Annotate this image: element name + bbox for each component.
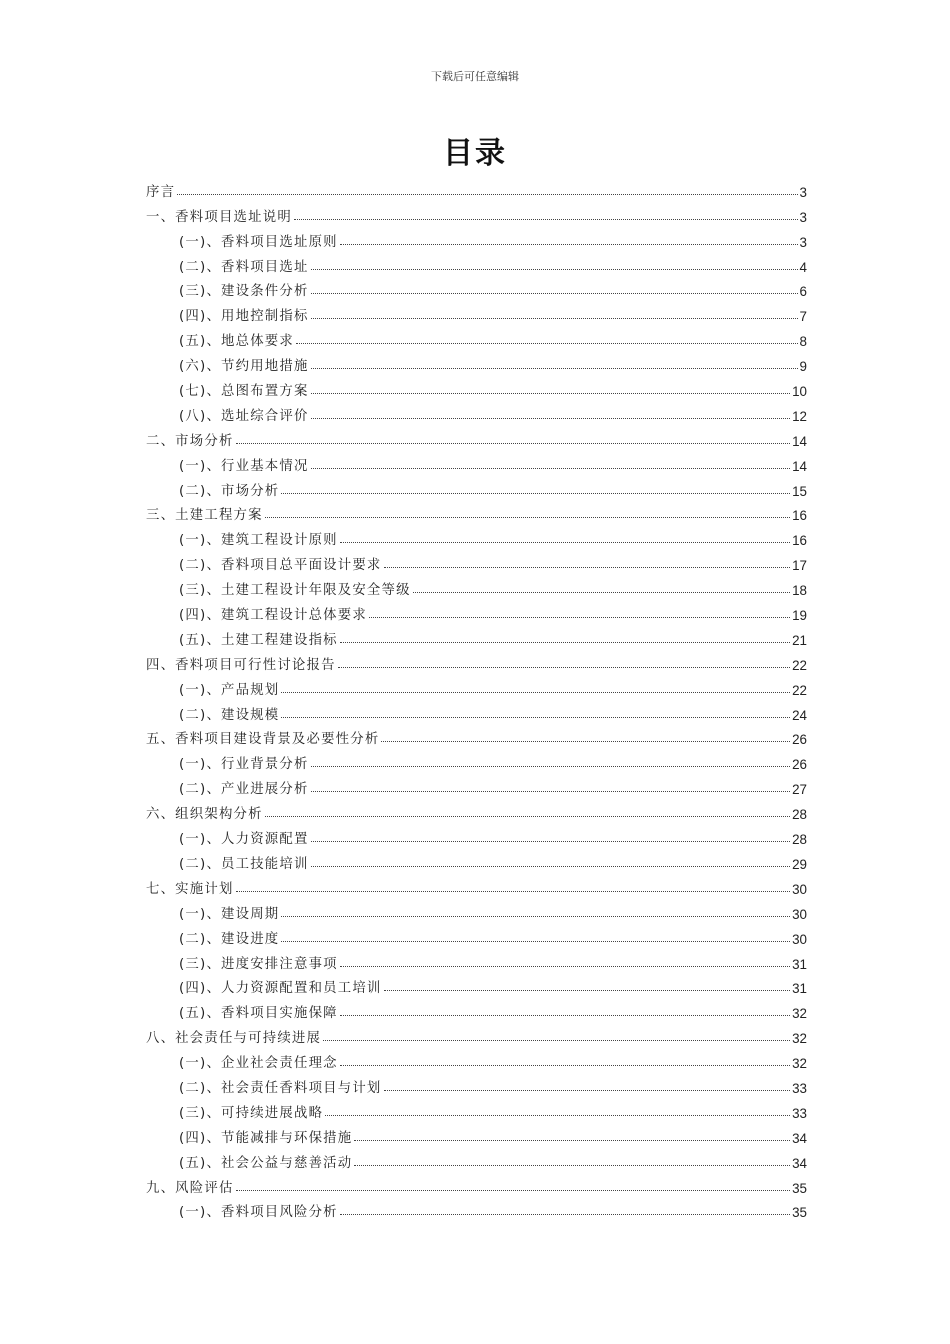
toc-entry-title: 三、土建工程方案	[146, 508, 263, 524]
toc-dot-leader	[311, 269, 798, 270]
toc-entry[interactable]	[146, 972, 807, 997]
toc-entry-page-number: 22	[792, 657, 807, 673]
toc-entry[interactable]	[146, 723, 807, 748]
toc-entry[interactable]	[146, 424, 807, 449]
toc-dot-leader	[236, 1190, 791, 1191]
toc-entry-title: (一)、行业背景分析	[179, 757, 309, 773]
toc-entry[interactable]	[146, 399, 807, 424]
toc-entry-title: (七)、总图布置方案	[179, 384, 309, 400]
toc-dot-leader	[311, 368, 798, 369]
toc-entry-page-number: 10	[792, 384, 807, 400]
toc-entry-title: (五)、社会公益与慈善活动	[179, 1155, 353, 1171]
toc-entry[interactable]	[146, 1146, 807, 1171]
table-of-contents	[146, 175, 807, 1220]
toc-dot-leader	[296, 343, 798, 344]
toc-entry-title: 序言	[146, 184, 176, 200]
toc-entry-title: (一)、行业基本情况	[179, 458, 309, 474]
toc-entry[interactable]	[146, 872, 807, 897]
toc-entry-page-number: 28	[792, 832, 807, 848]
toc-entry-page-number: 30	[792, 931, 807, 947]
toc-entry[interactable]	[146, 499, 807, 524]
toc-dot-leader	[265, 517, 790, 518]
toc-dot-leader	[381, 741, 790, 742]
toc-dot-leader	[265, 816, 790, 817]
toc-entry-page-number: 16	[792, 508, 807, 524]
toc-entry-title: (五)、土建工程建设指标	[179, 632, 338, 648]
toc-entry[interactable]	[146, 299, 807, 324]
toc-entry-title: (三)、可持续进展战略	[179, 1105, 324, 1121]
toc-entry-page-number: 21	[792, 632, 807, 648]
toc-entry-page-number: 34	[792, 1130, 807, 1146]
toc-dot-leader	[340, 1065, 790, 1066]
toc-entry-title: (四)、建筑工程设计总体要求	[179, 608, 367, 624]
toc-entry[interactable]	[146, 1071, 807, 1096]
toc-entry-page-number: 26	[792, 732, 807, 748]
toc-dot-leader	[177, 194, 797, 195]
toc-entry-page-number: 12	[792, 408, 807, 424]
toc-entry-page-number: 31	[792, 981, 807, 997]
toc-entry-title: (一)、建设周期	[179, 906, 280, 922]
toc-entry-page-number: 30	[792, 906, 807, 922]
toc-entry[interactable]	[146, 698, 807, 723]
toc-entry-page-number: 33	[792, 1105, 807, 1121]
toc-entry[interactable]	[146, 200, 807, 225]
toc-entry[interactable]	[146, 1096, 807, 1121]
toc-dot-leader	[281, 717, 790, 718]
toc-entry-page-number: 16	[792, 533, 807, 549]
toc-entry-page-number: 3	[799, 209, 807, 225]
toc-entry[interactable]	[146, 523, 807, 548]
toc-dot-leader	[236, 443, 791, 444]
toc-dot-leader	[340, 1015, 790, 1016]
toc-entry-title: 六、组织架构分析	[146, 807, 263, 823]
toc-entry-page-number: 6	[799, 284, 807, 300]
toc-dot-leader	[340, 244, 798, 245]
toc-dot-leader	[340, 966, 790, 967]
toc-dot-leader	[294, 219, 798, 220]
toc-entry[interactable]	[146, 897, 807, 922]
toc-dot-leader	[311, 293, 798, 294]
toc-entry-title: (二)、香料项目总平面设计要求	[179, 558, 382, 574]
toc-entry[interactable]	[146, 772, 807, 797]
toc-entry-title: 二、市场分析	[146, 433, 234, 449]
toc-entry-title: (八)、选址综合评价	[179, 408, 309, 424]
toc-entry-page-number: 15	[792, 483, 807, 499]
toc-entry-page-number: 3	[799, 184, 807, 200]
toc-entry-title: (一)、产品规划	[179, 682, 280, 698]
toc-entry-page-number: 3	[799, 234, 807, 250]
toc-entry-title: (一)、企业社会责任理念	[179, 1056, 338, 1072]
toc-entry[interactable]	[146, 449, 807, 474]
toc-entry[interactable]	[146, 1021, 807, 1046]
toc-entry-title: 五、香料项目建设背景及必要性分析	[146, 732, 380, 748]
toc-entry[interactable]	[146, 797, 807, 822]
toc-entry-page-number: 24	[792, 707, 807, 723]
toc-entry-page-number: 31	[792, 956, 807, 972]
toc-entry-title: (二)、社会责任香料项目与计划	[179, 1080, 382, 1096]
toc-entry-page-number: 35	[792, 1180, 807, 1196]
toc-entry[interactable]	[146, 250, 807, 275]
toc-dot-leader	[384, 990, 791, 991]
toc-entry[interactable]	[146, 548, 807, 573]
toc-entry-title: (三)、进度安排注意事项	[179, 956, 338, 972]
toc-entry[interactable]	[146, 374, 807, 399]
toc-entry-title: (四)、人力资源配置和员工培训	[179, 981, 382, 997]
toc-entry-page-number: 19	[792, 608, 807, 624]
toc-entry-page-number: 4	[799, 259, 807, 275]
toc-entry-title: (二)、建设规模	[179, 707, 280, 723]
toc-entry-page-number: 32	[792, 1031, 807, 1047]
toc-entry-page-number: 32	[792, 1056, 807, 1072]
toc-entry-page-number: 34	[792, 1155, 807, 1171]
toc-entry-page-number: 28	[792, 807, 807, 823]
toc-dot-leader	[369, 617, 790, 618]
toc-entry[interactable]	[146, 648, 807, 673]
toc-entry[interactable]	[146, 598, 807, 623]
toc-entry-page-number: 27	[792, 782, 807, 798]
toc-entry-title: (五)、香料项目实施保障	[179, 1006, 338, 1022]
toc-dot-leader	[311, 766, 791, 767]
toc-entry-title: 一、香料项目选址说明	[146, 209, 292, 225]
toc-entry[interactable]	[146, 474, 807, 499]
toc-entry[interactable]	[146, 996, 807, 1021]
toc-entry[interactable]	[146, 1196, 807, 1221]
toc-dot-leader	[340, 1214, 790, 1215]
toc-entry-title: (六)、节约用地措施	[179, 359, 309, 375]
toc-dot-leader	[236, 891, 791, 892]
toc-entry-page-number: 14	[792, 458, 807, 474]
toc-dot-leader	[311, 468, 791, 469]
toc-dot-leader	[311, 841, 791, 842]
toc-entry[interactable]	[146, 623, 807, 648]
toc-entry-title: (三)、建设条件分析	[179, 284, 309, 300]
toc-entry-page-number: 22	[792, 682, 807, 698]
toc-entry-title: 四、香料项目可行性讨论报告	[146, 657, 336, 673]
toc-dot-leader	[384, 567, 791, 568]
toc-entry-title: (四)、用地控制指标	[179, 309, 309, 325]
toc-dot-leader	[311, 318, 798, 319]
toc-entry-title: (二)、市场分析	[179, 483, 280, 499]
toc-entry-title: (三)、土建工程设计年限及安全等级	[179, 583, 411, 599]
toc-dot-leader	[354, 1140, 790, 1141]
toc-dot-leader	[413, 592, 790, 593]
toc-dot-leader	[340, 542, 790, 543]
page-header: 下载后可任意编辑	[431, 70, 519, 83]
toc-dot-leader	[338, 667, 790, 668]
toc-entry-title: (二)、建设进度	[179, 931, 280, 947]
toc-dot-leader	[311, 393, 791, 394]
toc-dot-leader	[281, 916, 790, 917]
toc-entry-title: (一)、香料项目选址原则	[179, 234, 338, 250]
toc-dot-leader	[384, 1090, 791, 1091]
toc-entry-title: 八、社会责任与可持续进展	[146, 1031, 322, 1047]
toc-entry[interactable]	[146, 275, 807, 300]
toc-dot-leader	[323, 1040, 790, 1041]
toc-entry-title: (一)、建筑工程设计原则	[179, 533, 338, 549]
toc-entry[interactable]	[146, 225, 807, 250]
toc-entry-title: (二)、产业进展分析	[179, 782, 309, 798]
toc-entry[interactable]	[146, 847, 807, 872]
toc-entry-page-number: 35	[792, 1205, 807, 1221]
toc-entry-title: (五)、地总体要求	[179, 334, 294, 350]
toc-dot-leader	[281, 941, 790, 942]
toc-entry-title: (二)、香料项目选址	[179, 259, 309, 275]
toc-entry[interactable]	[146, 1171, 807, 1196]
toc-entry-title: 七、实施计划	[146, 881, 234, 897]
toc-dot-leader	[354, 1165, 790, 1166]
toc-entry-title: 九、风险评估	[146, 1180, 234, 1196]
toc-entry[interactable]	[146, 1046, 807, 1071]
toc-entry[interactable]	[146, 947, 807, 972]
toc-entry[interactable]	[146, 1121, 807, 1146]
toc-entry-page-number: 9	[799, 359, 807, 375]
toc-entry-page-number: 17	[792, 558, 807, 574]
page-title: 目录	[443, 136, 507, 171]
toc-entry-title: (二)、员工技能培训	[179, 856, 309, 872]
toc-entry-page-number: 7	[799, 309, 807, 325]
toc-entry-page-number: 30	[792, 881, 807, 897]
toc-entry-page-number: 14	[792, 433, 807, 449]
toc-entry[interactable]	[146, 922, 807, 947]
toc-entry-page-number: 29	[792, 856, 807, 872]
toc-entry-title: (一)、香料项目风险分析	[179, 1205, 338, 1221]
toc-dot-leader	[311, 866, 791, 867]
toc-entry[interactable]	[146, 175, 807, 200]
toc-entry-page-number: 32	[792, 1006, 807, 1022]
toc-dot-leader	[340, 642, 790, 643]
toc-entry-page-number: 33	[792, 1080, 807, 1096]
toc-dot-leader	[325, 1115, 790, 1116]
toc-entry-title: (一)、人力资源配置	[179, 832, 309, 848]
toc-entry[interactable]	[146, 324, 807, 349]
toc-entry-title: (四)、节能减排与环保措施	[179, 1130, 353, 1146]
toc-entry[interactable]	[146, 349, 807, 374]
toc-entry[interactable]	[146, 747, 807, 772]
toc-entry[interactable]	[146, 673, 807, 698]
toc-dot-leader	[281, 493, 790, 494]
toc-dot-leader	[311, 418, 791, 419]
toc-entry[interactable]	[146, 822, 807, 847]
toc-dot-leader	[281, 692, 790, 693]
toc-entry-page-number: 18	[792, 583, 807, 599]
toc-entry[interactable]	[146, 573, 807, 598]
toc-entry-page-number: 8	[799, 334, 807, 350]
toc-entry-page-number: 26	[792, 757, 807, 773]
toc-dot-leader	[311, 791, 791, 792]
